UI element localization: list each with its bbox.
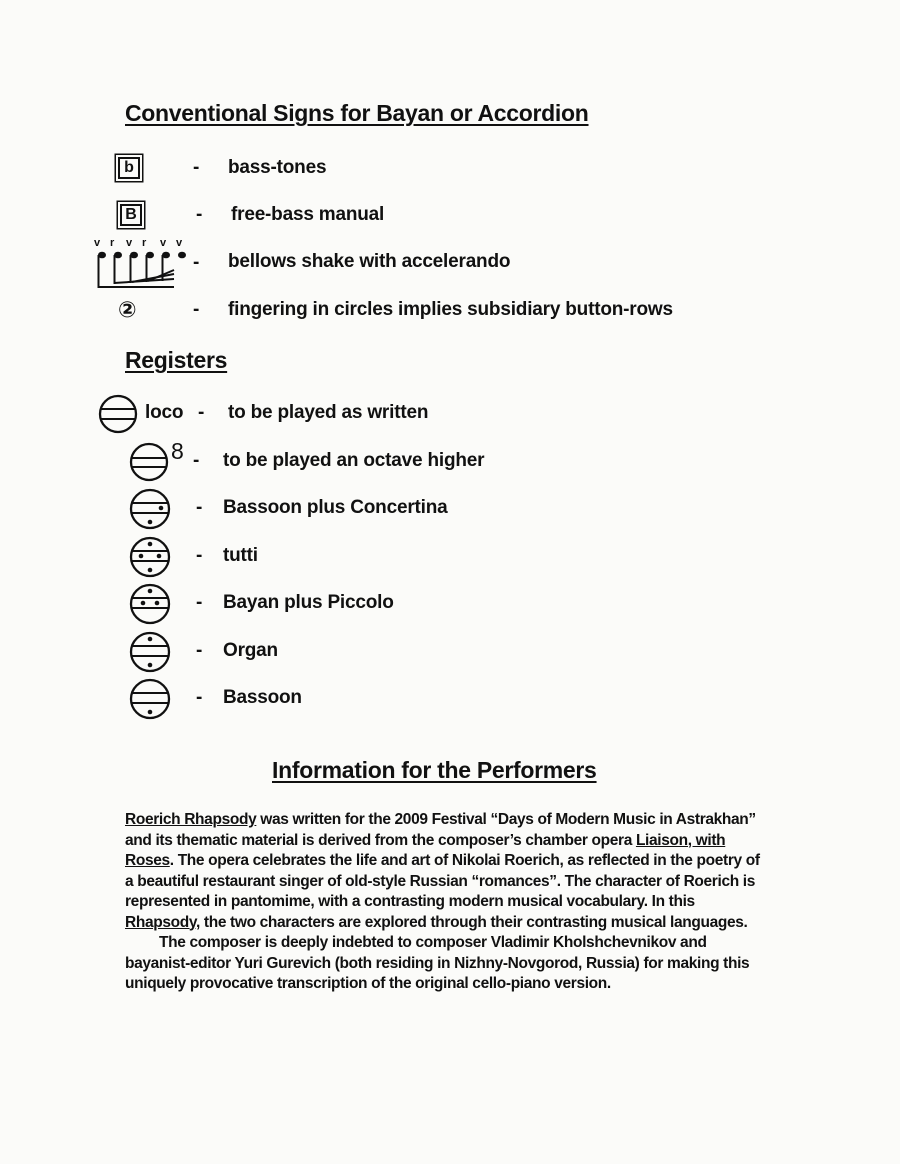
sign-row-bass-tones — [0, 153, 900, 193]
dash: - — [196, 204, 203, 225]
register-organ-icon — [129, 631, 175, 673]
octave-eight-marker: 8 — [171, 438, 184, 464]
dash: - — [193, 252, 200, 273]
rhapsody-title: Rhapsody — [125, 913, 196, 931]
svg-text:v: v — [126, 237, 133, 249]
opera-title: Liaison, with Roses — [125, 831, 726, 869]
register-description: Organ — [223, 640, 278, 661]
register-description: Bayan plus Piccolo — [223, 592, 394, 613]
svg-text:v: v — [94, 237, 101, 249]
register-octave-icon — [128, 442, 174, 484]
free-bass-symbol: B — [120, 204, 142, 226]
dash: - — [196, 687, 203, 708]
sign-row-fingering-circles — [0, 295, 900, 335]
bass-tones-symbol: b — [118, 157, 140, 179]
register-label-loco: loco — [145, 402, 184, 423]
sign-description: fingering in circles implies subsidiary button-rows — [228, 299, 673, 320]
register-tutti-icon — [129, 536, 175, 578]
register-description: tutti — [223, 545, 258, 566]
dash: - — [196, 545, 203, 566]
svg-text:r: r — [142, 237, 147, 249]
register-loco-icon — [98, 393, 144, 435]
conventional-signs-heading: Conventional Signs for Bayan or Accordion — [125, 100, 589, 126]
sign-description: bellows shake with accelerando — [228, 251, 511, 272]
dash: - — [196, 592, 203, 613]
svg-text:v: v — [160, 237, 167, 249]
bellows-shake-icon — [94, 236, 194, 292]
information-paragraph-1: Roerich Rhapsody was written for the 2009 Festival “Days of Modern Music in Astrakhan” and its thematic material is derived from the composer’s chamber opera Liaison, with Roses. The opera celebrates the life and art of Nikolai Roerich, as reflected in the poetry of a beautiful restaurant singer of old-style Russian “romances”. The character of Roerich is represented in pantomime, with a contrasting modern musical vocabulary. In this Rhapsody, the two characters are explored through their contrasting musical languages. — [125, 811, 760, 931]
work-title: Roerich Rhapsody — [125, 811, 257, 828]
dash: - — [198, 402, 205, 423]
sign-row-free-bass — [0, 200, 900, 240]
register-bassoon-concertina-icon — [129, 488, 175, 530]
registers-heading: Registers — [125, 347, 228, 373]
svg-text:r: r — [110, 237, 115, 249]
register-row-tutti — [0, 535, 900, 575]
register-bayan-piccolo-icon — [129, 583, 175, 625]
register-row-bassoon-concertina — [0, 487, 900, 527]
register-row-organ — [0, 630, 900, 670]
register-row-octave — [0, 440, 900, 480]
register-description: to be played an octave higher — [223, 450, 485, 471]
register-row-bassoon — [0, 677, 900, 717]
sign-description: bass-tones — [228, 157, 327, 178]
register-description: Bassoon plus Concertina — [223, 497, 448, 518]
information-heading: Information for the Performers — [272, 757, 597, 783]
register-row-bayan-piccolo — [0, 582, 900, 622]
information-paragraph-2: The composer is deeply indebted to composer Vladimir Kholshchevnikov and bayanist-editor Yuri Gurevich (both residing in Nizhny-Novgorod, Russia) for making this uniquely provocative transcription of the original cello-piano version. — [125, 934, 750, 992]
register-description: to be played as written — [228, 402, 429, 423]
dash: - — [193, 299, 200, 320]
sign-row-bellows-shake — [0, 236, 900, 292]
dash: - — [196, 640, 203, 661]
sign-description: free-bass manual — [231, 204, 385, 225]
register-description: Bassoon — [223, 687, 302, 708]
register-bassoon-icon — [129, 678, 175, 720]
dash: - — [196, 497, 203, 518]
dash: - — [193, 157, 200, 178]
register-row-loco — [0, 392, 900, 432]
svg-text:v: v — [176, 237, 183, 249]
circled-two-symbol: ② — [118, 297, 137, 322]
information-body — [125, 810, 765, 995]
dash: - — [193, 450, 200, 471]
